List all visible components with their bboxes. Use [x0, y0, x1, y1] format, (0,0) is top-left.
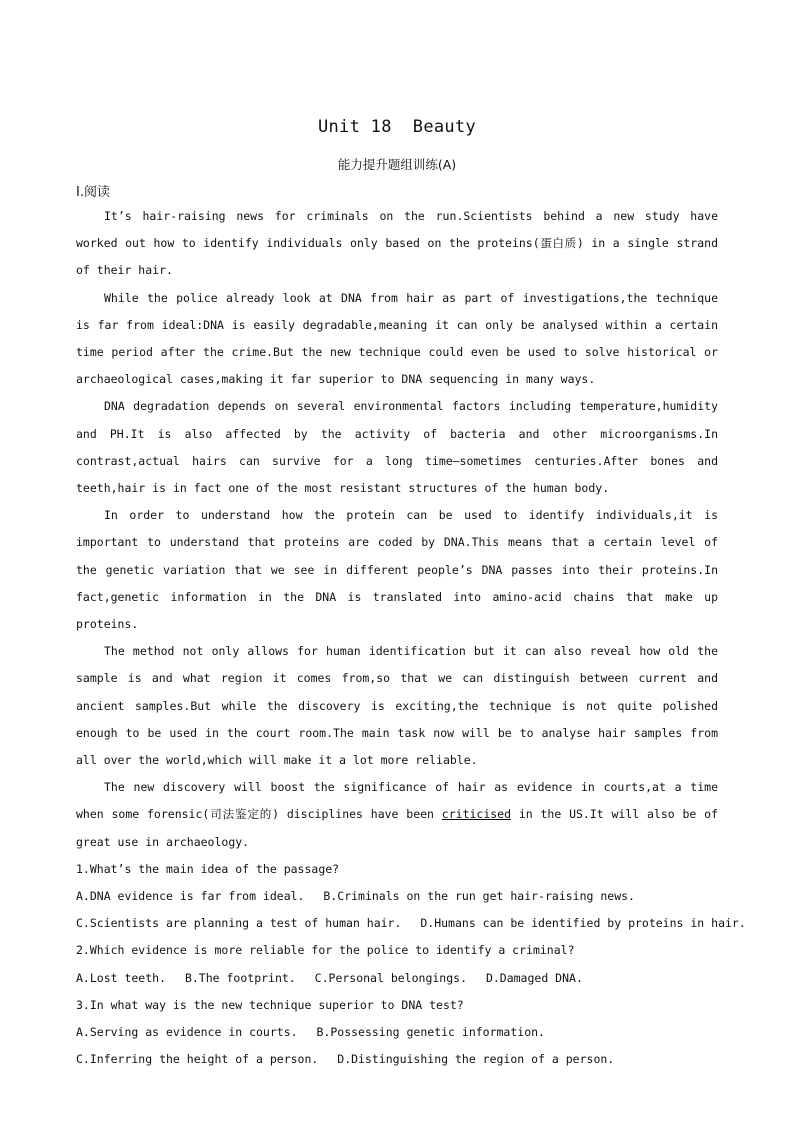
question-3-option-d: D.Distinguishing the region of a person. — [337, 1052, 615, 1067]
question-2-option-b: B.The footprint. — [184, 970, 296, 985]
question-2-option-c: C.Personal belongings. — [314, 970, 467, 985]
question-3-stem: 3.In what way is the new technique superior to DNA test? — [76, 997, 464, 1012]
question-1-options-row-2 — [76, 910, 746, 937]
question-3-options-row-1 — [76, 1019, 718, 1046]
question-1-stem: 1.What’s the main idea of the passage? — [76, 861, 340, 876]
paragraph-2: While the police already look at DNA from hair as part of investigations,the technique is far from ideal:DNA is easily degradable,meaning it can only be analysed within a certain time period after the crime.But the new technique could even be used to solve historical or archaeological cases,making it far superior to DNA sequencing in many ways. — [76, 290, 718, 387]
question-1-option-a: A.DNA evidence is far from ideal. — [76, 889, 305, 904]
paragraph-3: DNA degradation depends on several environmental factors including temperature,humidity and PH.It is also affected by the activity of bacteria and other microorganisms.In contrast,actual hairs can survive for a long time—sometimes centuries.After bones and teeth,hair is in fact one of the most resistant structures of the human body. — [76, 399, 718, 496]
question-1-option-b: B.Criminals on the run get hair-raising news. — [323, 889, 635, 904]
question-2-option-a: A.Lost teeth. — [76, 970, 167, 985]
paragraph-6-text-after: in the US.It will also be of great use in archaeology. — [76, 807, 718, 849]
paragraph-4: In order to understand how the protein can be used to identify individuals,it is important to understand that proteins are coded by DNA.This means that a certain level of the genetic variation that we see in different people’s DNA passes into their proteins.In fact,genetic information in the DNA is translated into amino-acid chains that make up proteins. — [76, 508, 718, 632]
question-3-option-b: B.Possessing genetic information. — [316, 1025, 545, 1040]
question-3-option-a: A.Serving as evidence in courts. — [76, 1025, 298, 1040]
section-heading: Ⅰ.阅读 — [76, 185, 110, 200]
paragraph-1: It’s hair-raising news for criminals on the run.Scientists behind a new study have worked out how to identify individuals only based on the proteins(蛋白质) in a single strand of their hair. — [76, 209, 718, 278]
question-2-option-d: D.Damaged DNA. — [485, 970, 583, 985]
question-3-options-row-2 — [76, 1046, 718, 1073]
question-1-option-c: C.Scientists are planning a test of human hair. — [76, 916, 402, 931]
question-2-options-row — [76, 965, 718, 992]
question-1-options-row-1 — [76, 883, 718, 910]
paragraph-6-text-before: The new discovery will boost the significance of hair as evidence in courts,at a time when some forensic(司法鉴定的) disciplines have been — [76, 780, 718, 822]
paragraph-5: The method not only allows for human identification but it can also reveal how old the sample is and what region it comes from,so that we can distinguish between current and ancient samples.But while the discovery is exciting,the technique is not quite polished enough to be used in the court room.The main task now will be to analyse hair samples from all over the world,which will make it a lot more reliable. — [76, 644, 718, 768]
reading-content — [76, 203, 746, 1074]
underlined-word: criticised — [441, 807, 512, 822]
question-2-stem: 2.Which evidence is more reliable for the police to identify a criminal? — [76, 943, 575, 958]
question-1-option-d: D.Humans can be identified by proteins in hair. — [420, 916, 746, 931]
question-3-option-c: C.Inferring the height of a person. — [76, 1052, 319, 1067]
page-subtitle: 能力提升题组训练(A) — [337, 157, 457, 172]
paragraph-6 — [76, 774, 718, 856]
page-title: Unit 18 Beauty — [317, 117, 477, 137]
